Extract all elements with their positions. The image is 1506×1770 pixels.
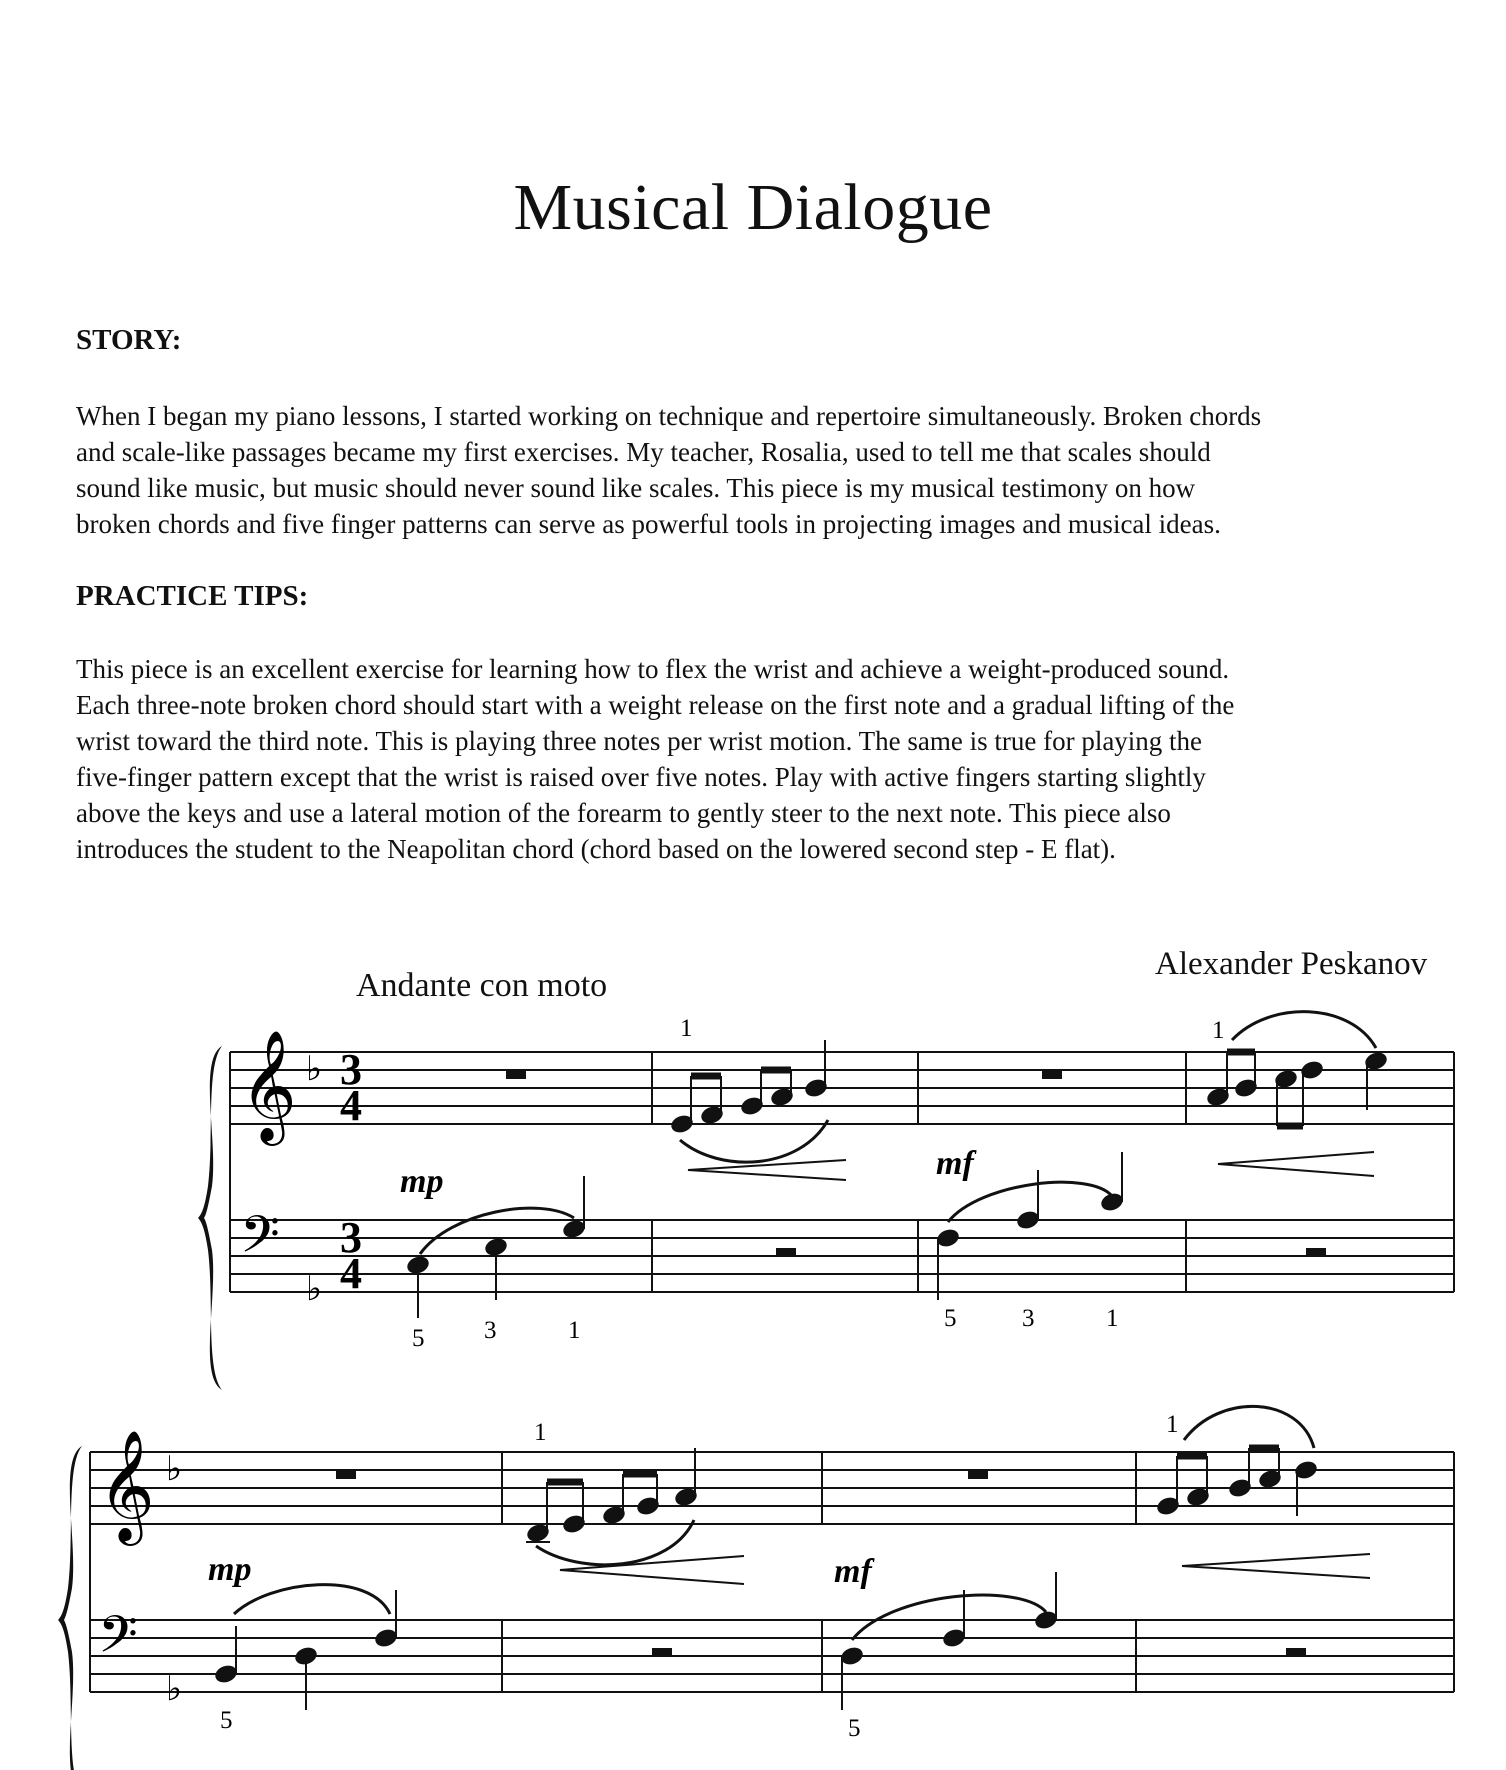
tips-line: wrist toward the third note. This is playing three notes per wrist motion. The same is true for playing the — [76, 726, 1203, 756]
dynamic-mf: mf — [834, 1553, 872, 1590]
whole-rest-icon — [1042, 1071, 1062, 1079]
fingering-number: 3 — [484, 1317, 497, 1344]
flat-icon: ♭ — [166, 1671, 183, 1708]
crescendo-hairpin — [688, 1160, 846, 1180]
treble-notes — [670, 1040, 828, 1134]
system-2 — [58, 1406, 1454, 1770]
time-signature-top: 3 — [340, 1045, 362, 1094]
bass-staff — [230, 1220, 1454, 1292]
time-signature-top: 3 — [340, 1213, 362, 1262]
crescendo-hairpin — [560, 1556, 744, 1584]
slur — [536, 1520, 694, 1565]
story-line: broken chords and five finger patterns can serve as powerful tools in projecting images and musical ideas. — [76, 509, 1221, 539]
story-line: sound like music, but music should never sound like scales. This piece is my musical testimony on how — [76, 473, 1196, 503]
whole-rest-icon — [336, 1471, 356, 1479]
fingering-number: 1 — [680, 1015, 693, 1042]
whole-rest-icon — [968, 1471, 988, 1479]
dynamic-mf: mf — [936, 1145, 974, 1182]
whole-rest-icon — [652, 1648, 672, 1656]
tips-line: introduces the student to the Neapolitan chord (chord based on the lowered second step - E flat). — [76, 834, 1116, 864]
bass-clef-icon: 𝄢 — [98, 1604, 138, 1677]
tips-line: This piece is an excellent exercise for learning how to flex the wrist and achieve a weight-produced sound. — [76, 654, 1230, 684]
dynamic-mp: mp — [208, 1551, 252, 1588]
treble-notes — [526, 1448, 698, 1543]
crescendo-hairpin — [1218, 1152, 1374, 1176]
time-signature-bottom: 4 — [340, 1249, 362, 1298]
story-heading: STORY: — [76, 324, 182, 356]
fingering-number: 5 — [220, 1707, 233, 1734]
flat-icon: ♭ — [306, 1271, 323, 1308]
tips-line: five-finger pattern except that the wrist is raised over five notes. Play with active fingers starting slightly — [76, 762, 1206, 792]
fingering-number: 5 — [412, 1325, 425, 1352]
fingering-number: 1 — [1212, 1017, 1225, 1044]
treble-clef-icon: 𝄞 — [98, 1429, 155, 1541]
treble-staff — [230, 1052, 1454, 1124]
flat-icon: ♭ — [166, 1451, 183, 1488]
slur — [234, 1585, 390, 1614]
whole-rest-icon — [776, 1248, 796, 1256]
treble-clef-icon: 𝄞 — [240, 1029, 297, 1141]
tips-line: Each three-note broken chord should start with a weight release on the first note and a gradual lifting of the — [76, 690, 1235, 720]
fingering-number: 1 — [568, 1317, 581, 1344]
whole-rest-icon — [506, 1071, 526, 1079]
slur — [680, 1120, 828, 1162]
grand-staff-brace — [198, 1046, 222, 1390]
system-1 — [198, 1012, 1454, 1390]
bass-clef-icon: 𝄢 — [240, 1204, 280, 1277]
fingering-number: 1 — [1106, 1305, 1119, 1332]
dynamic-mp: mp — [400, 1163, 444, 1200]
fingering-number: 5 — [944, 1305, 957, 1332]
time-signature-bottom: 4 — [340, 1081, 362, 1130]
story-line: and scale-like passages became my first exercises. My teacher, Rosalia, used to tell me that scales should — [76, 437, 1211, 467]
composer-name: Alexander Peskanov — [1155, 946, 1428, 982]
tempo-marking: Andante con moto — [356, 967, 608, 1004]
whole-rest-icon — [1306, 1248, 1326, 1256]
fingering-number: 5 — [848, 1715, 861, 1742]
bass-notes — [840, 1572, 1058, 1710]
flat-icon: ♭ — [306, 1051, 323, 1088]
fingering-number: 3 — [1022, 1305, 1035, 1332]
story-line: When I began my piano lessons, I started working on technique and repertoire simultaneously. Broken chords — [76, 401, 1262, 431]
page-title: Musical Dialogue — [513, 171, 993, 244]
fingering-number: 1 — [534, 1419, 547, 1446]
practice-tips-heading: PRACTICE TIPS: — [76, 580, 309, 612]
slur — [1232, 1012, 1376, 1048]
slur — [1184, 1406, 1314, 1448]
whole-rest-icon — [1286, 1648, 1306, 1656]
crescendo-hairpin — [1182, 1554, 1370, 1578]
bass-staff — [90, 1620, 1454, 1692]
tips-line: above the keys and use a lateral motion of the forearm to gently steer to the next note. This piece also — [76, 798, 1171, 828]
fingering-number: 1 — [1166, 1411, 1179, 1438]
grand-staff-brace — [58, 1446, 82, 1770]
